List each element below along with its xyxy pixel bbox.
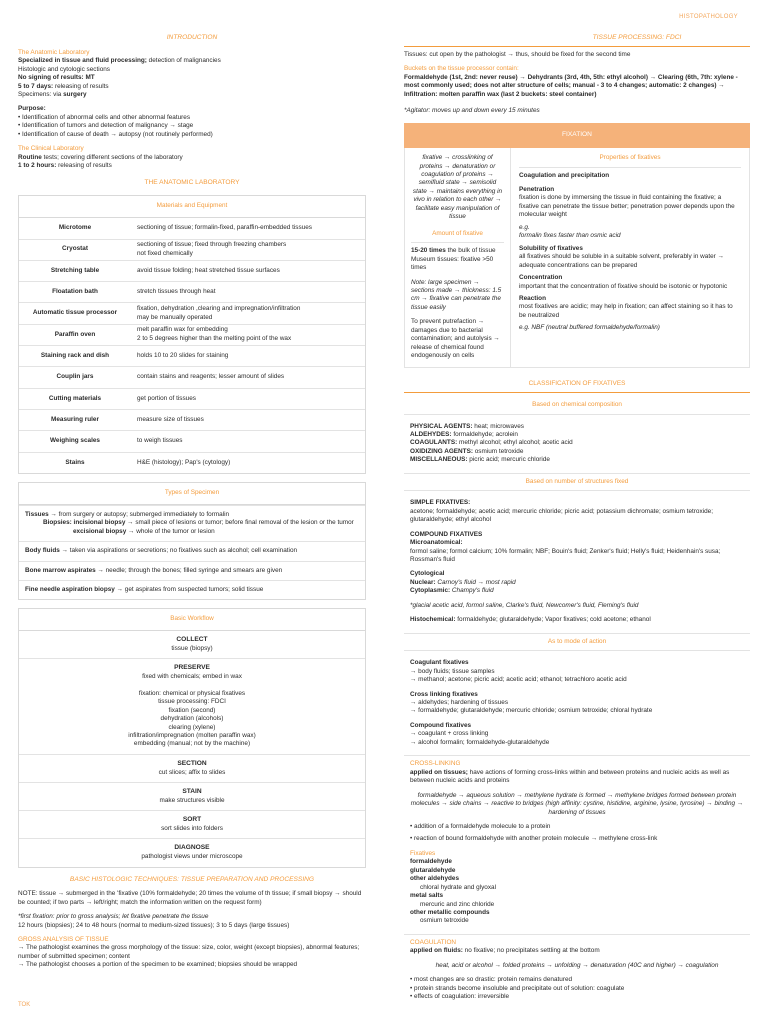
list-item: PHYSICAL AGENTS: heat; microwaves <box>410 422 524 430</box>
cross-linking-title: CROSS-LINKING <box>410 760 461 768</box>
properties-title: Properties of fixatives <box>599 154 661 162</box>
table-row <box>19 303 365 324</box>
equipment-name: Cryostat <box>19 239 131 260</box>
buckets-title: Buckets on the tissue processor contain: <box>404 65 519 73</box>
list-item: glutaraldehyde <box>410 866 456 874</box>
list-item: formaldehyde <box>410 858 452 866</box>
equipment-description: avoid tissue folding; heat stretched tissue surfaces <box>131 260 365 281</box>
specimen-bone-marrow: Bone marrow aspirates → needle; through the bones; filled syringe and smears are given <box>19 561 365 580</box>
fixation-box <box>404 123 750 367</box>
coagulation-title: COAGULATION <box>410 938 457 946</box>
equipment-description: H&E (histology); Pap's (cytology) <box>131 452 365 473</box>
table-row <box>19 218 365 239</box>
fixation-title: FIXATION <box>404 123 750 148</box>
equipment-name: Couplin jars <box>19 367 131 388</box>
chemical-title: Based on chemical composition <box>532 401 622 409</box>
table-row <box>19 367 365 388</box>
agitator-note: *Agitator: moves up and down every 15 minutes <box>404 106 540 114</box>
equipment-name: Cutting materials <box>19 388 131 409</box>
list-item: other aldehydes <box>410 875 460 883</box>
anatomic-lab-heading: The Anatomic Laboratory <box>18 48 90 56</box>
list-item: mercuric and zinc chloride <box>420 900 495 908</box>
equipment-name: Measuring ruler <box>19 409 131 430</box>
clinical-lab-text: Routine tests; covering different sections of the laboratory 1 to 2 hours: releasing of results <box>18 153 183 170</box>
table-row <box>19 346 365 367</box>
workflow-step-title: DIAGNOSE <box>174 844 210 852</box>
list-item: chloral hydrate and glyoxal <box>420 883 497 891</box>
fixation-left-panel: fixative → crosslinking of proteins → denaturation or coagulation of proteins → semifluid state → semisolid state → maintains everything in vivo in relation to each other → facilitate easy manipulation of tissue Amount of fixative 15-20 times the bulk of tissue Museum tissues: fixative >50 times Note: large specimen → sections made → thickness: 1.5 cm → fixative can penetrate the tissue easily To prevent putrefaction → damages due to bacterial contamination; and autolysis → release of chemical found endogenously on cells <box>405 148 511 367</box>
materials-rows <box>19 218 365 474</box>
tissue-processing-title: TISSUE PROCESSING: FDCI <box>592 34 682 41</box>
equipment-description: to weigh tissues <box>131 431 365 452</box>
equipment-name: Weighing scales <box>19 431 131 452</box>
workflow-step-title: PRESERVE <box>174 664 210 672</box>
list-item: ALDEHYDES: formaldehyde; acrolein <box>410 431 518 438</box>
list-item: MISCELLANEOUS: picric acid; mercuric chloride <box>410 456 550 464</box>
materials-table <box>18 195 366 474</box>
equipment-description: melt paraffin wax for embedding 2 to 5 degrees higher than the melting point of the wax <box>131 324 365 345</box>
equipment-name: Microtome <box>58 223 92 231</box>
list-item: COAGULANTS: methyl alcohol; ethyl alcohol; acetic acid <box>410 439 573 447</box>
workflow-step-desc: cut slices; affix to slides <box>158 768 226 776</box>
equipment-description: get portion of tissues <box>131 388 365 409</box>
table-row <box>19 260 365 281</box>
equipment-description: holds 10 to 20 slides for staining <box>131 346 365 367</box>
equipment-name: Paraffin oven <box>19 324 131 345</box>
workflow-step <box>19 658 365 754</box>
workflow-title: Basic Workflow <box>19 609 365 630</box>
first-fixation-text: *first fixation: prior to gross analysis; let fixative penetrate the tissue <box>18 913 209 921</box>
chemical-list <box>404 419 750 469</box>
anatomic-lab-title: THE ANATOMIC LABORATORY <box>144 178 240 186</box>
equipment-name: Floatation bath <box>19 282 131 303</box>
workflow-box <box>18 608 366 867</box>
specimen-title: Types of Specimen <box>19 483 365 504</box>
workflow-step-desc: sort slides into folders <box>161 824 223 832</box>
equipment-description: contain stains and reagents; lesser amount of slides <box>131 367 365 388</box>
list-item: other metallic compounds <box>410 909 490 917</box>
specimen-tissues: Tissues → from surgery or autopsy; submerged immediately to formalin Biopsies: incisional biopsy → small piece of lesions or tumor; before final removal of the lesion or the tumor excisional biopsy → whole of the tumor or lesion <box>19 505 365 541</box>
page-footer: TOK <box>18 1002 31 1009</box>
gross-analysis-2: → The pathologist chooses a portion of the specimen to be examined; biopsies should be wrapped <box>18 961 298 969</box>
table-row <box>19 431 365 452</box>
workflow-step-title: SORT <box>182 816 202 824</box>
anatomic-lab-text: Specialized in tissue and fluid processing; detection of malignancies Histologic and cytologic sections No signing of results: MT 5 to 7 days: releasing of results Specimens: via surgery Purpose: • Identification of abnormal cells and other abnormal features • Identification of tumors and detection of malignancy → stage • Identification of cause of death → autopsy (not routinely performed) <box>18 57 221 138</box>
workflow-step <box>19 631 365 658</box>
equipment-name: Staining rack and dish <box>19 346 131 367</box>
classification-section <box>404 376 750 1006</box>
number-structures: SIMPLE FIXATIVES: acetone; formaldehyde; acetic acid; mercuric chloride; picric acid; potassium dichromate; osmium tetroxide; glutaraldehyde; ethyl alcohol COMPOUND FIXATIVES Microanatomical: formol saline; formol calcium; 10% formalin; NBF; Bouin's fluid; Zenker's fluid; Helly's fluid; Heidenhain's susa; Rossman's fluid Cytological Nuclear: Carnoy's fluid → most rapid Cytoplasmic: Champy's fluid *glacial acetic acid, formol saline, Clarke's fluid, Newcomer's fluid, Fleming's fluid Histochemical: formaldehyde; glutaraldehyde; Vapor fixatives; cold acetone; ethanol <box>410 499 721 624</box>
mode-of-action: Coagulant fixatives → body fluids; tissue samples → methanol; acetone; picric acid; acetic acid; ethanol; tetrachloro acetic acid Cross linking fixatives → aldehydes; hardening of tissues → formaldehyde; glutaraldehyde; mercuric chloride; osmium tetroxide; chloral hydrate Compound fixatives → coagulant + cross linking → alcohol formalin; formaldehyde-glutaraldehyde <box>410 659 653 746</box>
right-column <box>404 34 750 1006</box>
note-text: NOTE: tissue → submerged in the 'fixative (10% formaldehyde; 20 times the volume of th tissue; if small biopsy → should be counted; if two parts → left/right; match the information written on the request form) <box>18 890 362 906</box>
cross-linking-section: CROSS-LINKING applied on tissues; have actions of forming cross-links within and between proteins and nucleic acids as well as between nucleic acids and proteins formaldehyde → aqueous solution → methylene hydrate is formed → methylene bridges formed between protein molecules → side chains → reactive to bridges (high affinity: cystine, histidine, arginine, lysine, tyrosine) → binding → hardening of tissues • addition of a formaldehyde molecule to a protein • reaction of bound formaldehyde with another protein molecule → methylene cross-link Fixatives formaldehyde glutaraldehyde other aldehydes chloral hydrate and glyoxal metal salts mercuric and zinc chloride other metallic compounds osmium tetroxide <box>410 760 744 925</box>
workflow-step-desc: make structures visible <box>159 796 225 804</box>
workflow-step-title: COLLECT <box>176 635 208 643</box>
equipment-name: Stains <box>19 452 131 473</box>
equipment-name: Stretching table <box>19 260 131 281</box>
list-item: OXIDIZING AGENTS: osmium tetroxide <box>410 447 524 455</box>
left-column <box>18 34 366 970</box>
equipment-description: stretch tissues through heat <box>131 282 365 303</box>
equipment-description: sectioning of tissue; formalin-fixed, paraffin-embedded tissues <box>137 223 313 231</box>
equipment-name: Automatic tissue processor <box>19 303 131 324</box>
workflow-step-desc: tissue (biopsy) <box>171 644 213 652</box>
specimen-fine-needle: Fine needle aspiration biopsy → get aspirates from suspected tumors; solid tissue <box>19 580 365 599</box>
workflow-step <box>19 810 365 838</box>
equipment-description: measure size of tissues <box>131 409 365 430</box>
table-row <box>19 282 365 303</box>
fixation-right-panel: Properties of fixatives Coagulation and precipitation Penetration fixation is done by immersing the tissue in fluid containing the fixative; a fixative can penetrate the tissue better; penetration power depends upon the molecular weight e.g. formalin fixes faster than osmic acid Solubility of fixatives all fixatives should be soluble in a suitable solvent, preferably in water → adequate concentrations can be prepared Concentration important that the concentration of fixative should be isotonic or hypotonic Reaction most fixatives are acidic; may help in fixation; can affect staining so it has to be neutralized e.g. NBF (neutral buffered formaldehyde/formalin) <box>511 148 749 367</box>
amount-title: Amount of fixative <box>432 229 483 237</box>
table-row <box>19 324 365 345</box>
workflow-step-desc: pathologist views under microscope <box>141 853 243 861</box>
page-header: HISTOPATHOLOGY <box>679 14 738 20</box>
number-title: Based on number of structures fixed <box>525 477 629 485</box>
table-row <box>19 452 365 473</box>
buckets-text: Formaldehyde (1st, 2nd: never reuse) → Dehydrants (3rd, 4th, 5th: ethyl alcohol) → Clearing (6th, 7th: xylene - most commonly used; does not alter structure of cells; manual - 3 to 4 changes; automatic: 2 changes) → Infiltration: molten paraffin wax (last 2 buckets: steel container) <box>404 73 738 98</box>
workflow-step-title: SECTION <box>177 759 207 767</box>
list-item: osmium tetroxide <box>420 917 469 925</box>
fixation-hours-text: 12 hours (biopsies); 24 to 48 hours (normal to medium-sized tissues); 3 to 5 days (large tissues) <box>18 921 290 929</box>
mode-title: As to mode of action <box>547 637 607 645</box>
workflow-step <box>19 838 365 866</box>
specimen-box <box>18 482 366 600</box>
intro-title: INTRODUCTION <box>166 34 218 41</box>
tissue-processing-text: Tissues: cut open by the pathologist → thus, should be fixed for the second time <box>404 50 631 58</box>
materials-title: Materials and Equipment <box>19 196 365 217</box>
coagulation-section: COAGULATION applied on fluids: no fixative; no precipitates settling at the bottom heat, acid or alcohol → folded proteins → unfolding → denaturation (40C and higher) → coagulation • most changes are so drastic: protein remains denatured • protein strands become insoluble and precipitate out of solution: coagulate • effects of coagulation: irreversible <box>404 935 750 1006</box>
equipment-description: sectioning of tissue; fixed through freezing chambers not fixed chemically <box>131 239 365 260</box>
workflow-steps <box>19 631 365 867</box>
clinical-lab-heading: The Clinical Laboratory <box>18 145 84 153</box>
gross-analysis-title: GROSS ANALYSIS OF TISSUE <box>18 936 109 944</box>
workflow-step-desc: fixed with chemicals; embed in wax fixation: chemical or physical fixatives tissue processing: FDCI fixation (second) dehydration (alcohols) clearing (xylene) infiltration/impregnation (molten paraffin wax) embedding (manual; not by the machine) <box>128 672 256 748</box>
table-row <box>19 388 365 409</box>
classification-title: CLASSIFICATION OF FIXATIVES <box>528 379 626 387</box>
basic-techniques-title: BASIC HISTOLOGIC TECHNIQUES: TISSUE PREPARATION AND PROCESSING <box>69 875 315 883</box>
equipment-description: fixation, dehydration ,clearing and impregnation/infiltration may be manually operated <box>131 303 365 324</box>
gross-analysis-1: → The pathologist examines the gross morphology of the tissue: size, color, weight (except biopsies), abnormal features; number of submitted specimen; content <box>18 944 360 960</box>
specimen-body-fluids: Body fluids → taken via aspirations or secretions; no fixatives such as alcohol; cell examination <box>19 541 365 560</box>
table-row <box>19 409 365 430</box>
table-row <box>19 239 365 260</box>
workflow-step <box>19 754 365 782</box>
divider <box>404 46 750 47</box>
workflow-step-title: STAIN <box>182 788 202 796</box>
list-item: metal salts <box>410 892 444 900</box>
workflow-step <box>19 782 365 810</box>
